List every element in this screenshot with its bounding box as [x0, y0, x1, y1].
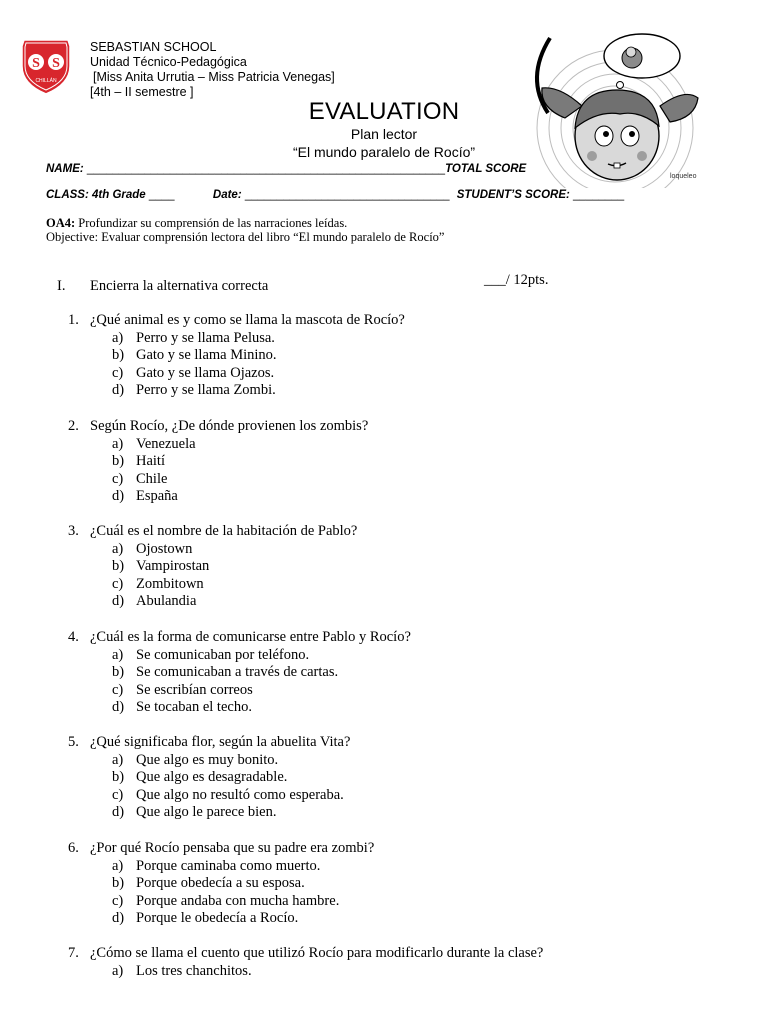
answer-option[interactable]: a) Que algo es muy bonito.	[112, 751, 279, 768]
school-unit: Unidad Técnico-Pedagógica	[90, 55, 247, 69]
answer-option[interactable]: d) España	[112, 488, 178, 504]
answer-option[interactable]: c) Se escribían correos	[112, 681, 253, 698]
question-text: ¿Cuál es la forma de comunicarse entre Pablo y Rocío?	[90, 629, 411, 645]
svg-text:S: S	[52, 56, 60, 71]
student-score-field[interactable]: ________	[573, 189, 625, 201]
answer-option[interactable]: d) Que algo le parece bien.	[112, 804, 277, 820]
total-score-label: TOTAL SCORE	[445, 163, 527, 175]
date-label: Date:	[212, 189, 242, 201]
cartoon-girl-illustration	[520, 18, 710, 188]
date-field[interactable]: ________________________________	[244, 189, 450, 201]
school-info	[90, 40, 335, 100]
question-text: ¿Qué animal es y como se llama la mascota de Rocío?	[90, 312, 405, 328]
school-teachers: [Miss Anita Urrutia – Miss Patricia Venegas]	[93, 70, 335, 84]
class-row	[46, 189, 624, 201]
question-text: Según Rocío, ¿De dónde provienen los zombis?	[90, 418, 369, 434]
oa4-label: OA4:	[46, 216, 76, 230]
question-number: 2.	[68, 418, 79, 434]
question-4	[68, 629, 411, 717]
svg-text:S: S	[32, 56, 40, 71]
answer-option[interactable]: b) Porque obedecía a su esposa.	[112, 875, 305, 891]
name-row	[46, 163, 526, 175]
answer-option[interactable]: b) Vampirostan	[112, 558, 210, 574]
question-text: ¿Qué significaba flor, según la abuelita Vita?	[90, 734, 351, 750]
answer-option[interactable]: c) Gato y se llama Ojazos.	[112, 364, 275, 381]
answer-option[interactable]: b) Que algo es desagradable.	[112, 769, 288, 785]
question-number: 5.	[68, 734, 79, 750]
answer-option[interactable]: a) Se comunicaban por teléfono.	[112, 646, 310, 663]
answer-option[interactable]: c) Chile	[112, 470, 168, 487]
question-text: ¿Por qué Rocío pensaba que su padre era zombi?	[90, 840, 375, 856]
question-2	[68, 418, 368, 506]
name-field[interactable]: ________________________________________________________	[86, 163, 446, 175]
answer-option[interactable]: c) Zombitown	[112, 575, 204, 592]
class-field[interactable]: ____	[148, 189, 175, 201]
logo-city: CHILLÁN	[35, 78, 57, 84]
answer-option[interactable]: a) Venezuela	[112, 435, 196, 452]
question-5	[68, 734, 350, 822]
question-3	[68, 523, 357, 611]
question-number: 6.	[68, 840, 79, 856]
answer-option[interactable]: a) Porque caminaba como muerto.	[112, 857, 321, 874]
question-number: 3.	[68, 523, 79, 539]
answer-option[interactable]: a) Ojostown	[112, 540, 193, 557]
oa4-text: Profundizar su comprensión de las narraciones leídas.	[78, 216, 348, 230]
answer-option[interactable]: b) Se comunicaban a través de cartas.	[112, 664, 339, 680]
answer-option[interactable]: d) Abulandia	[112, 593, 197, 609]
question-7	[68, 945, 543, 980]
cartoon-credit: loqueleo	[670, 173, 697, 180]
answer-option[interactable]: d) Porque le obedecía a Rocío.	[112, 910, 299, 926]
answer-option[interactable]: b) Gato y se llama Minino.	[112, 347, 277, 363]
section-number: I.	[57, 278, 66, 294]
answer-option[interactable]: a) Perro y se llama Pelusa.	[112, 329, 275, 346]
answer-option[interactable]: c) Porque andaba con mucha hambre.	[112, 892, 340, 909]
section-points: ___/ 12pts.	[484, 272, 549, 288]
objective-text: Objective: Evaluar comprensión lectora del libro “El mundo paralelo de Rocío”	[46, 230, 445, 244]
question-number: 7.	[68, 945, 79, 961]
book-title: “El mundo paralelo de Rocío”	[292, 144, 476, 160]
answer-option[interactable]: a) Los tres chanchitos.	[112, 962, 252, 979]
objectives-block	[46, 216, 444, 244]
question-6	[68, 840, 374, 928]
student-score-label: STUDENT’S SCORE:	[456, 189, 570, 201]
question-number: 1.	[68, 312, 79, 328]
class-label: CLASS: 4th Grade	[46, 189, 146, 201]
answer-option[interactable]: d) Se tocaban el techo.	[112, 699, 252, 715]
answer-option[interactable]: d) Perro y se llama Zombi.	[112, 382, 276, 398]
question-text: ¿Cómo se llama el cuento que utilizó Rocío para modificarlo durante la clase?	[90, 945, 544, 961]
name-label: NAME:	[46, 163, 84, 175]
section-title: Encierra la alternativa correcta	[90, 278, 269, 294]
question-1	[68, 312, 405, 400]
school-name: SEBASTIAN SCHOOL	[90, 40, 217, 54]
plan-lector-label: Plan lector	[350, 126, 418, 142]
school-level: [4th – II semestre ]	[90, 85, 194, 99]
answer-option[interactable]: c) Que algo no resultó como esperaba.	[112, 786, 344, 803]
answer-option[interactable]: b) Haití	[112, 453, 165, 469]
question-text: ¿Cuál es el nombre de la habitación de Pablo?	[90, 523, 358, 539]
question-number: 4.	[68, 629, 79, 645]
evaluation-title: EVALUATION	[308, 98, 460, 125]
school-logo	[18, 36, 74, 96]
